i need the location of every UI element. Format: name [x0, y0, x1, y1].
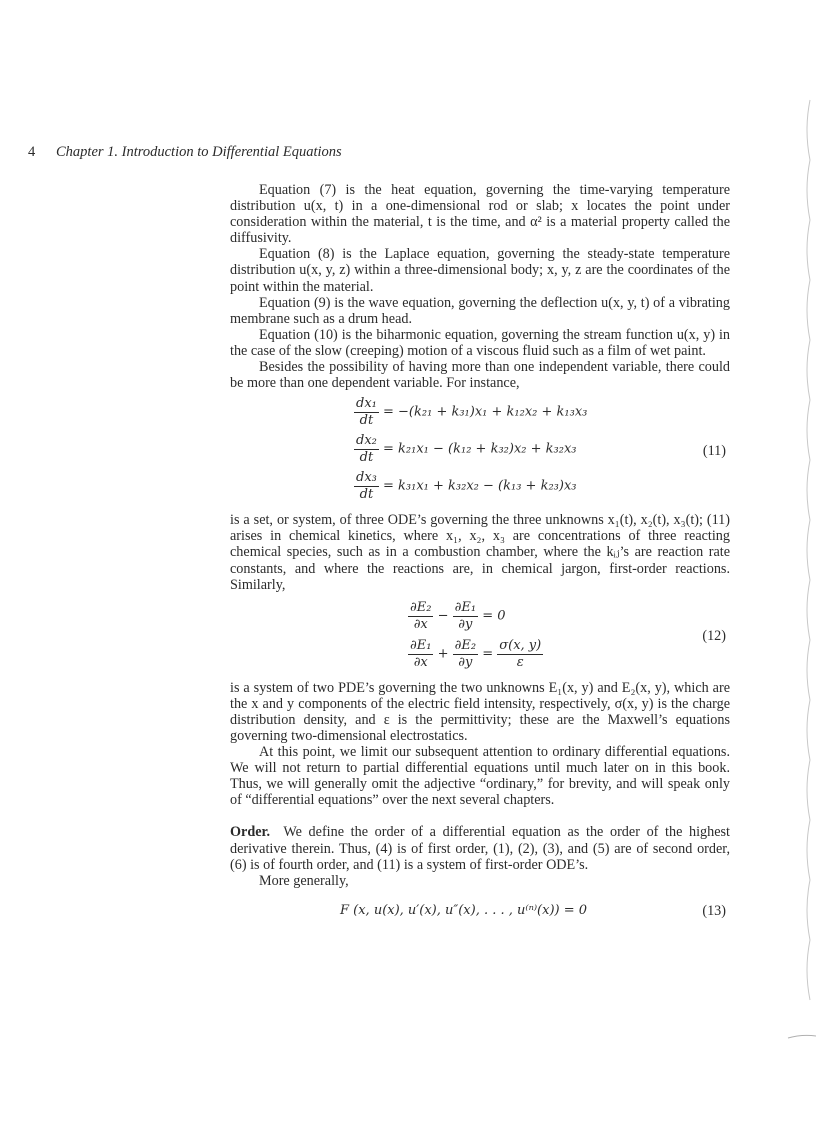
paragraph-dependent-variables: Besides the possibility of having more than one independent variable, there could be more than one dependent variable. For instance,: [230, 359, 730, 392]
paragraph-wave-equation: Equation (9) is the wave equation, governing the deflection u(x, y, t) of a vibrating membrane such as a drum head.: [230, 294, 730, 327]
eq11-l3-num: dx₃: [354, 470, 379, 487]
equation-12-line-2: [408, 638, 543, 671]
equation-12-line-1: [408, 600, 506, 633]
equation-11-line-1: [354, 396, 587, 429]
eq12-l2-b-num: ∂E₂: [453, 638, 478, 655]
equation-11-line-3: [354, 470, 577, 503]
chapter-title: Chapter 1. Introduction to Differential Equations: [56, 144, 342, 160]
equation-12: [230, 598, 730, 676]
page-number: 4: [28, 144, 36, 160]
eq11-l3-den: dt: [359, 487, 374, 503]
binding-edge-shadow: [786, 90, 816, 1040]
equation-11-number: (11): [702, 443, 726, 460]
equation-13-expression: F (x, u(x), u′(x), u″(x), . . . , u⁽ⁿ⁾(x)) = 0: [340, 902, 588, 918]
equation-11-line-2: [354, 433, 577, 466]
eq11-l2-den: dt: [359, 450, 374, 466]
body-text: [230, 182, 730, 933]
eq12-l1-rhs: = 0: [482, 608, 506, 624]
paragraph-pde-system: is a system of two PDE’s governing the two unknowns E₁(x, y) and E₂(x, y), which are the x and y components of the electric field intensity, respectively, σ(x, y) is the charge distribution density, and ε is the permittivity; these are the Maxwell’s equations governing two-dimensional electrostatics.: [230, 679, 730, 744]
equation-13-number: (13): [702, 902, 726, 919]
eq12-l2-eq: =: [482, 646, 494, 662]
paragraph-laplace-equation: Equation (8) is the Laplace equation, governing the steady-state temperature distribution u(x, y, z) within a three-dimensional body; x, y, z are the coordinates of the point within the material.: [230, 246, 730, 295]
eq12-l1-b-den: ∂y: [458, 616, 473, 632]
equation-12-number: (12): [702, 627, 726, 644]
paragraph-heat-equation: Equation (7) is the heat equation, governing the time-varying temperature distribution u(x, t) in a one-dimensional rod or slab; x locates the point under consideration within the material, t is the time, and α² is a material property called the diffusivity.: [230, 182, 730, 247]
paragraph-ordinary-focus: At this point, we limit our subsequent attention to ordinary differential equations. We will not return to partial differential equations until much later on in this book. Thus, we will generally omit the adjective “ordinary,” for brevity, and will speak only of “differential equations” over the next several chapters.: [230, 744, 730, 809]
eq12-l1-op: −: [437, 608, 449, 624]
eq12-l1-a-den: ∂x: [413, 616, 428, 632]
eq12-l2-a-num: ∂E₁: [408, 638, 433, 655]
eq11-l1-num: dx₁: [354, 396, 379, 413]
equation-11: [230, 396, 730, 508]
paragraph-more-generally: More generally,: [259, 872, 349, 889]
eq12-l2-a-den: ∂x: [413, 654, 428, 670]
paragraph-ode-system: is a set, or system, of three ODE’s governing the three unknowns x₁(t), x₂(t), x₃(t); (11) arises in chemical kinetics, where x₁, x₂, x₃ are concentrations of three reacting chemical species, such as in a combustion chamber, where the kᵢⱼ’s are reaction rate constants, and where the reactions are, in chemical jargon, first-order reactions. Similarly,: [230, 512, 730, 593]
eq12-l1-a-num: ∂E₂: [408, 600, 433, 617]
eq12-l1-b-num: ∂E₁: [453, 600, 478, 617]
eq11-l1-den: dt: [359, 413, 374, 429]
order-heading: Order.: [230, 824, 271, 841]
eq11-l2-num: dx₂: [354, 433, 379, 450]
eq11-l1-rhs: = −(k₂₁ + k₃₁)x₁ + k₁₂x₂ + k₁₃x₃: [383, 404, 588, 420]
equation-13: [230, 897, 730, 927]
order-definition-text: We define the order of a differential equation as the order of the highest derivative therein. Thus, (4) is of first order, (1), (2), (3), and (5) are of second order, (6) is of fourth order, and (11) is a system of first-order ODE’s.: [230, 824, 730, 873]
eq12-l2-op: +: [437, 646, 449, 662]
eq11-l3-rhs: = k₃₁x₁ + k₃₂x₂ − (k₁₃ + k₂₃)x₃: [383, 478, 577, 494]
running-head: [28, 144, 342, 161]
eq12-l2-b-den: ∂y: [458, 654, 473, 670]
eq11-l2-rhs: = k₂₁x₁ − (k₁₂ + k₃₂)x₂ + k₃₂x₃: [383, 441, 577, 457]
eq12-l2-c-den: ε: [516, 654, 524, 670]
paragraph-order-definition: [230, 824, 730, 872]
paragraph-biharmonic-equation: Equation (10) is the biharmonic equation, governing the stream function u(x, y) in the case of the slow (creeping) motion of a viscous fluid such as a film of wet paint.: [230, 326, 730, 359]
eq12-l2-c-num: σ(x, y): [497, 638, 543, 655]
